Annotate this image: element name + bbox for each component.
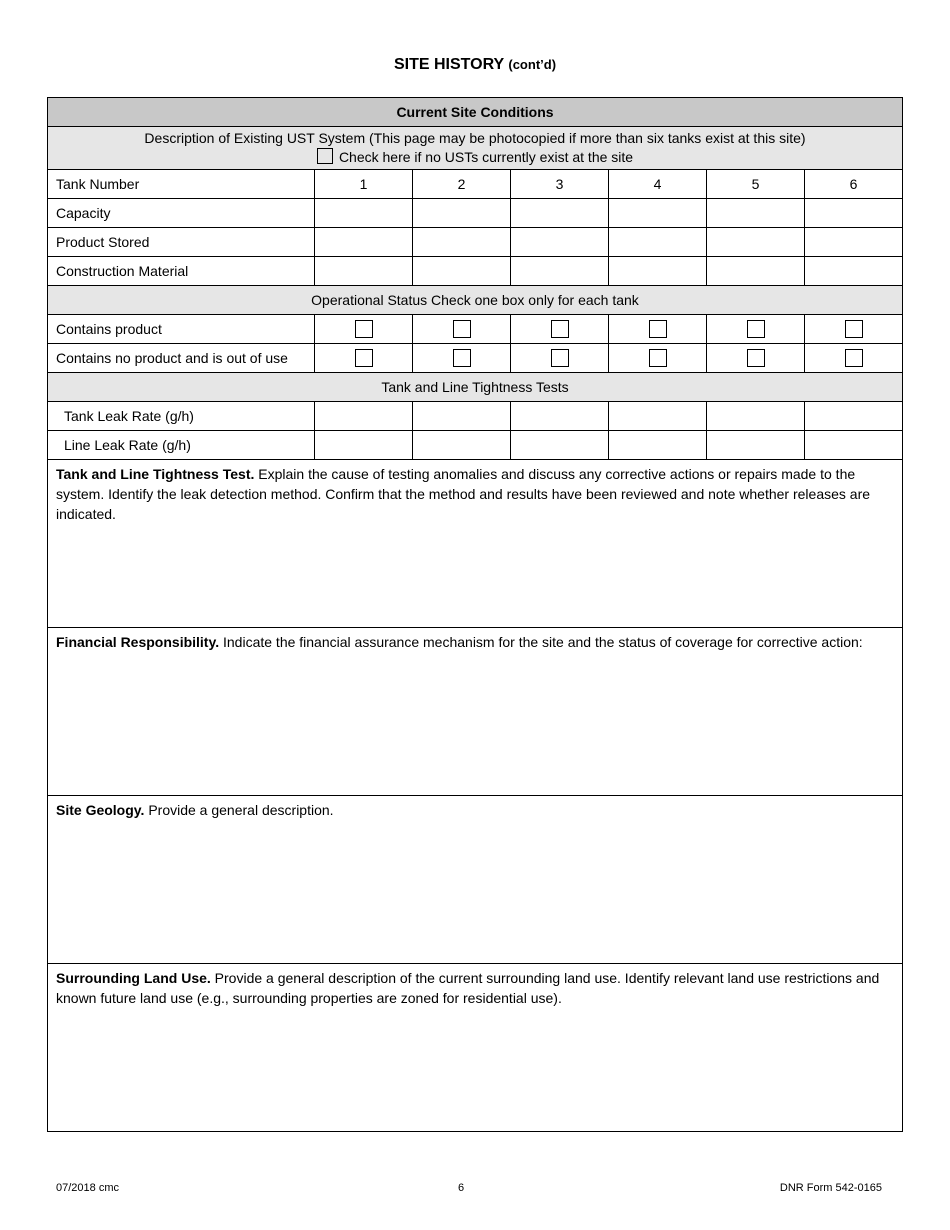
surrounding-land-use-textarea[interactable] [48,964,903,1132]
out-of-use-checkbox-2[interactable] [453,349,471,367]
tank-leak-rate-field-3[interactable] [511,402,609,431]
capacity-field-4[interactable] [609,199,707,228]
product-stored-field-4[interactable] [609,228,707,257]
line-leak-rate-field-4[interactable] [609,431,707,460]
tightness-test-textarea[interactable] [48,460,903,628]
financial-responsibility-instructions: Indicate the financial assurance mechanism for the site and the status of coverage for corrective action: [223,634,863,650]
capacity-field-1[interactable] [315,199,413,228]
ust-description: Description of Existing UST System (This page may be photocopied if more than six tanks exist at this site) [144,130,806,146]
contains-product-label: Contains product [48,315,315,344]
tightness-test-instructions: Explain the cause of testing anomalies and discuss any corrective actions or repairs made to the system. Identify the leak detection method. Confirm that the method and results have been reviewed and note whether releases are indicated. [56,466,871,522]
tank-leak-rate-row [48,402,903,431]
line-leak-rate-row [48,431,903,460]
tank-leak-rate-label: Tank Leak Rate (g/h) [48,402,315,431]
product-stored-field-3[interactable] [511,228,609,257]
surrounding-land-use-instructions: Provide a general description of the current surrounding land use. Identify relevant land use restrictions and known future land use (e.g., surrounding properties are zoned for residential use). [56,970,880,1006]
tank-leak-rate-field-5[interactable] [707,402,805,431]
no-ust-option [56,148,894,167]
contains-product-checkbox-5[interactable] [747,320,765,338]
site-geology-textarea[interactable] [48,796,903,964]
product-stored-row [48,228,903,257]
footer-page-number: 6 [457,1182,465,1194]
line-leak-rate-field-6[interactable] [805,431,903,460]
site-conditions-table [47,97,903,1132]
capacity-row [48,199,903,228]
table-header: Current Site Conditions [48,98,903,127]
capacity-field-2[interactable] [413,199,511,228]
out-of-use-label: Contains no product and is out of use [48,344,315,373]
no-ust-label: Check here if no USTs currently exist at the site [338,149,634,165]
surrounding-land-use-heading: Surrounding Land Use. [56,970,211,986]
tank-number-3: 3 [511,170,609,199]
line-leak-rate-field-5[interactable] [707,431,805,460]
page-title [0,56,950,74]
construction-material-field-2[interactable] [413,257,511,286]
contains-product-checkbox-4[interactable] [649,320,667,338]
construction-material-field-6[interactable] [805,257,903,286]
site-geology-heading: Site Geology. [56,802,145,818]
out-of-use-checkbox-1[interactable] [355,349,373,367]
contains-product-checkbox-1[interactable] [355,320,373,338]
out-of-use-checkbox-3[interactable] [551,349,569,367]
construction-material-field-5[interactable] [707,257,805,286]
capacity-field-6[interactable] [805,199,903,228]
product-stored-field-2[interactable] [413,228,511,257]
capacity-label: Capacity [48,199,315,228]
out-of-use-checkbox-4[interactable] [649,349,667,367]
out-of-use-checkbox-6[interactable] [845,349,863,367]
tank-number-2: 2 [413,170,511,199]
financial-responsibility-heading: Financial Responsibility. [56,634,220,650]
line-leak-rate-field-2[interactable] [413,431,511,460]
contains-product-checkbox-6[interactable] [845,320,863,338]
tank-number-6: 6 [805,170,903,199]
financial-responsibility-textarea[interactable] [48,628,903,796]
construction-material-field-3[interactable] [511,257,609,286]
out-of-use-checkbox-5[interactable] [747,349,765,367]
ust-description-row [48,127,903,170]
tank-leak-rate-field-6[interactable] [805,402,903,431]
tank-number-4: 4 [609,170,707,199]
contains-product-row [48,315,903,344]
tank-leak-rate-field-1[interactable] [315,402,413,431]
construction-material-field-4[interactable] [609,257,707,286]
operational-status-band: Operational Status Check one box only for each tank [48,286,903,315]
line-leak-rate-label: Line Leak Rate (g/h) [48,431,315,460]
construction-material-label: Construction Material [48,257,315,286]
capacity-field-3[interactable] [511,199,609,228]
product-stored-label: Product Stored [48,228,315,257]
footer-date: 07/2018 cmc [56,1182,119,1194]
product-stored-field-1[interactable] [315,228,413,257]
no-ust-checkbox[interactable] [317,148,333,164]
line-leak-rate-field-3[interactable] [511,431,609,460]
product-stored-field-6[interactable] [805,228,903,257]
tank-number-5: 5 [707,170,805,199]
product-stored-field-5[interactable] [707,228,805,257]
tightness-tests-band: Tank and Line Tightness Tests [48,373,903,402]
contains-product-checkbox-3[interactable] [551,320,569,338]
tank-number-label: Tank Number [48,170,315,199]
page-title-sub: (cont’d) [508,57,557,72]
footer-form-number: DNR Form 542-0165 [779,1182,882,1194]
page-title-main: SITE HISTORY [393,56,504,73]
capacity-field-5[interactable] [707,199,805,228]
tank-number-row [48,170,903,199]
tank-leak-rate-field-2[interactable] [413,402,511,431]
tank-leak-rate-field-4[interactable] [609,402,707,431]
site-geology-instructions: Provide a general description. [148,802,334,818]
tank-number-1: 1 [315,170,413,199]
construction-material-field-1[interactable] [315,257,413,286]
tightness-test-heading: Tank and Line Tightness Test. [56,466,255,482]
contains-product-checkbox-2[interactable] [453,320,471,338]
out-of-use-row [48,344,903,373]
line-leak-rate-field-1[interactable] [315,431,413,460]
construction-material-row [48,257,903,286]
